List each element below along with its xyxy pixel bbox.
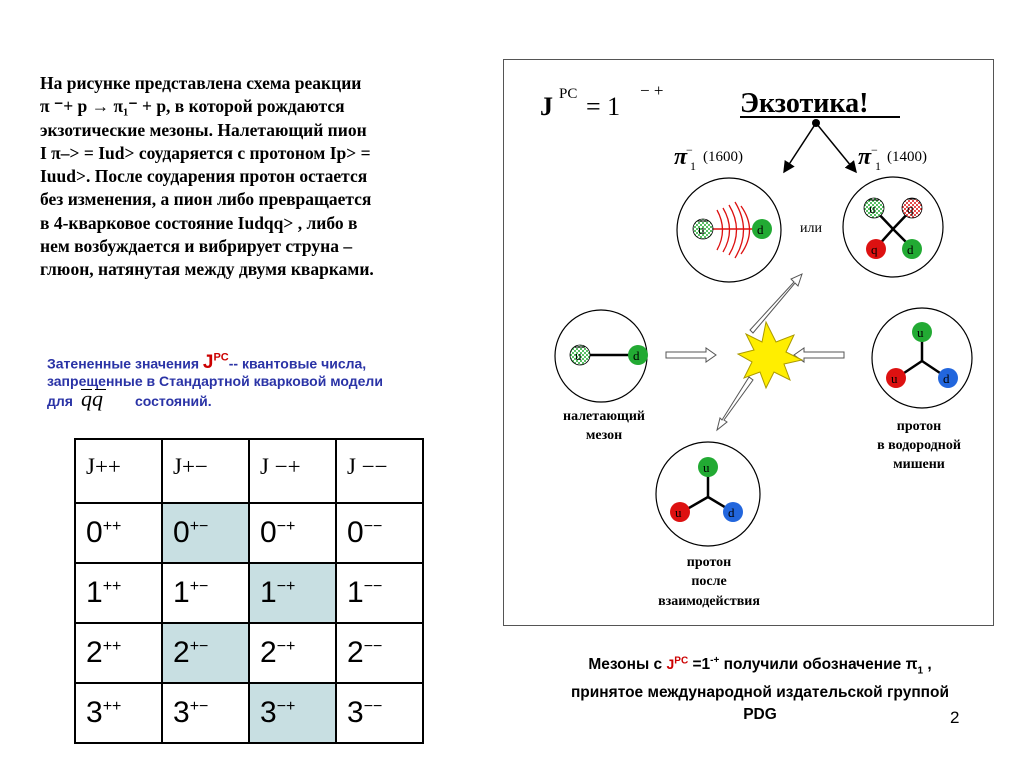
- page-number: 2: [950, 708, 960, 727]
- svg-text:u: u: [703, 460, 710, 475]
- svg-text:PC: PC: [559, 86, 578, 102]
- svg-text:мишени: мишени: [893, 457, 945, 472]
- table-cell: 3−+: [249, 683, 336, 743]
- reaction-diagram: [504, 60, 995, 627]
- exotic-title: Экзотика!: [740, 88, 869, 119]
- table-cell: 0−−: [336, 503, 423, 563]
- table-row: [75, 503, 423, 563]
- target-proton-circle: [872, 308, 972, 408]
- svg-text:−: −: [871, 143, 878, 157]
- table-row: [75, 563, 423, 623]
- svg-text:после: после: [691, 574, 727, 589]
- jpc-symbol: $J^{PC}$: [202, 352, 229, 374]
- table-header-cell: J+−: [162, 439, 249, 503]
- incoming-meson-circle: [555, 310, 648, 402]
- collision-burst: [738, 322, 802, 388]
- svg-text:u: u: [698, 222, 705, 237]
- svg-text:d: d: [757, 222, 764, 237]
- svg-text:u: u: [575, 348, 582, 363]
- intro-line: нем возбуждается и вибрирует струна –: [40, 236, 353, 257]
- table-cell: 3−−: [336, 683, 423, 743]
- table-cell: 0+−: [162, 503, 249, 563]
- intro-line: На рисунке представлена схема реакции: [40, 73, 362, 93]
- four-quark-circle: [843, 177, 943, 277]
- table-row: [75, 683, 423, 743]
- table-header-cell: J −−: [336, 439, 423, 503]
- table-cell: 2−+: [249, 623, 336, 683]
- svg-text:u: u: [891, 371, 898, 386]
- exotic-meson-figure: [503, 59, 994, 626]
- intro-paragraph: [40, 72, 480, 282]
- svg-text:= 1: = 1: [586, 92, 621, 121]
- table-cell: 1+−: [162, 563, 249, 623]
- svg-text:q: q: [907, 201, 914, 216]
- svg-text:(1600): (1600): [703, 149, 743, 165]
- intro-line: I π–> = Iud> соударяется с протоном Ip> =: [40, 142, 371, 163]
- table-cell: 1−+: [249, 563, 336, 623]
- svg-text:(1400): (1400): [887, 149, 927, 165]
- target-proton-label: [877, 419, 961, 472]
- intro-line: экзотические мезоны. Налетающий пион: [40, 119, 367, 140]
- svg-text:налетающий: налетающий: [563, 409, 645, 424]
- svg-text:мезон: мезон: [585, 428, 623, 443]
- table-cell: 1−−: [336, 563, 423, 623]
- svg-text:протон: протон: [896, 419, 942, 434]
- svg-text:d: d: [943, 371, 950, 386]
- svg-text:в водородной: в водородной: [877, 438, 961, 453]
- svg-text:u: u: [917, 325, 924, 340]
- table-cell: 1++: [75, 563, 162, 623]
- table-header-cell: J++: [75, 439, 162, 503]
- svg-text:1: 1: [875, 159, 881, 173]
- svg-text:J: J: [540, 92, 553, 121]
- table-cell: 2+−: [162, 623, 249, 683]
- svg-text:d: d: [907, 242, 914, 257]
- figure-caption: Мезоны с $J^{PC} =1^{-+}$ получили обозначение $\pi_1$ , принятое международной издательской группой PDG: [570, 655, 950, 724]
- svg-text:d: d: [728, 505, 735, 520]
- pi1-1400-label: [858, 143, 927, 173]
- svg-text:протон: протон: [686, 555, 732, 570]
- intro-line: в 4-кварковое состояние Iudqq> , либо в: [40, 212, 358, 233]
- intro-line: глюон, натянутая между двумя кварками.: [40, 259, 374, 280]
- shaded-values-note: Затененные значения $J^{PC}--$ квантовые числа, запрещенные в Стандартной кварковой модели для qq состояний.: [47, 352, 383, 412]
- svg-text:d: d: [633, 348, 640, 363]
- jpc-title: [540, 81, 663, 121]
- pi1-1600-label: [674, 143, 743, 173]
- svg-text:u: u: [675, 505, 682, 520]
- qq-bar-symbol: qq: [81, 390, 135, 408]
- svg-text:1: 1: [690, 159, 696, 173]
- table-cell: 0++: [75, 503, 162, 563]
- svg-text:− +: − +: [640, 81, 664, 100]
- table-cell: 3+−: [162, 683, 249, 743]
- intro-line: π ⁻+ p → π₁⁻ + p, в которой рождаются: [40, 96, 345, 117]
- table-header-row: [75, 439, 423, 503]
- svg-text:−: −: [686, 143, 693, 157]
- hybrid-meson-circle: [677, 178, 781, 282]
- table-cell: 2++: [75, 623, 162, 683]
- or-label: или: [800, 221, 822, 236]
- svg-text:u: u: [869, 201, 876, 216]
- proton-after-label: [658, 555, 760, 609]
- incoming-meson-label: [563, 409, 645, 443]
- table-cell: 3++: [75, 683, 162, 743]
- table-header-cell: J −+: [249, 439, 336, 503]
- svg-text:π: π: [674, 144, 688, 170]
- svg-text:π: π: [858, 144, 872, 170]
- intro-line: без изменения, а пион либо превращается: [40, 189, 372, 210]
- table-row: [75, 623, 423, 683]
- svg-text:взаимодействия: взаимодействия: [658, 594, 760, 609]
- proton-after-circle: [656, 442, 760, 546]
- jpc-table: [74, 438, 424, 744]
- jpc-symbol: $J^{PC}$: [666, 655, 689, 673]
- intro-line: Iuud>. После соударения протон остается: [40, 166, 368, 187]
- table-cell: 2−−: [336, 623, 423, 683]
- table-cell: 0−+: [249, 503, 336, 563]
- svg-text:q: q: [871, 242, 878, 257]
